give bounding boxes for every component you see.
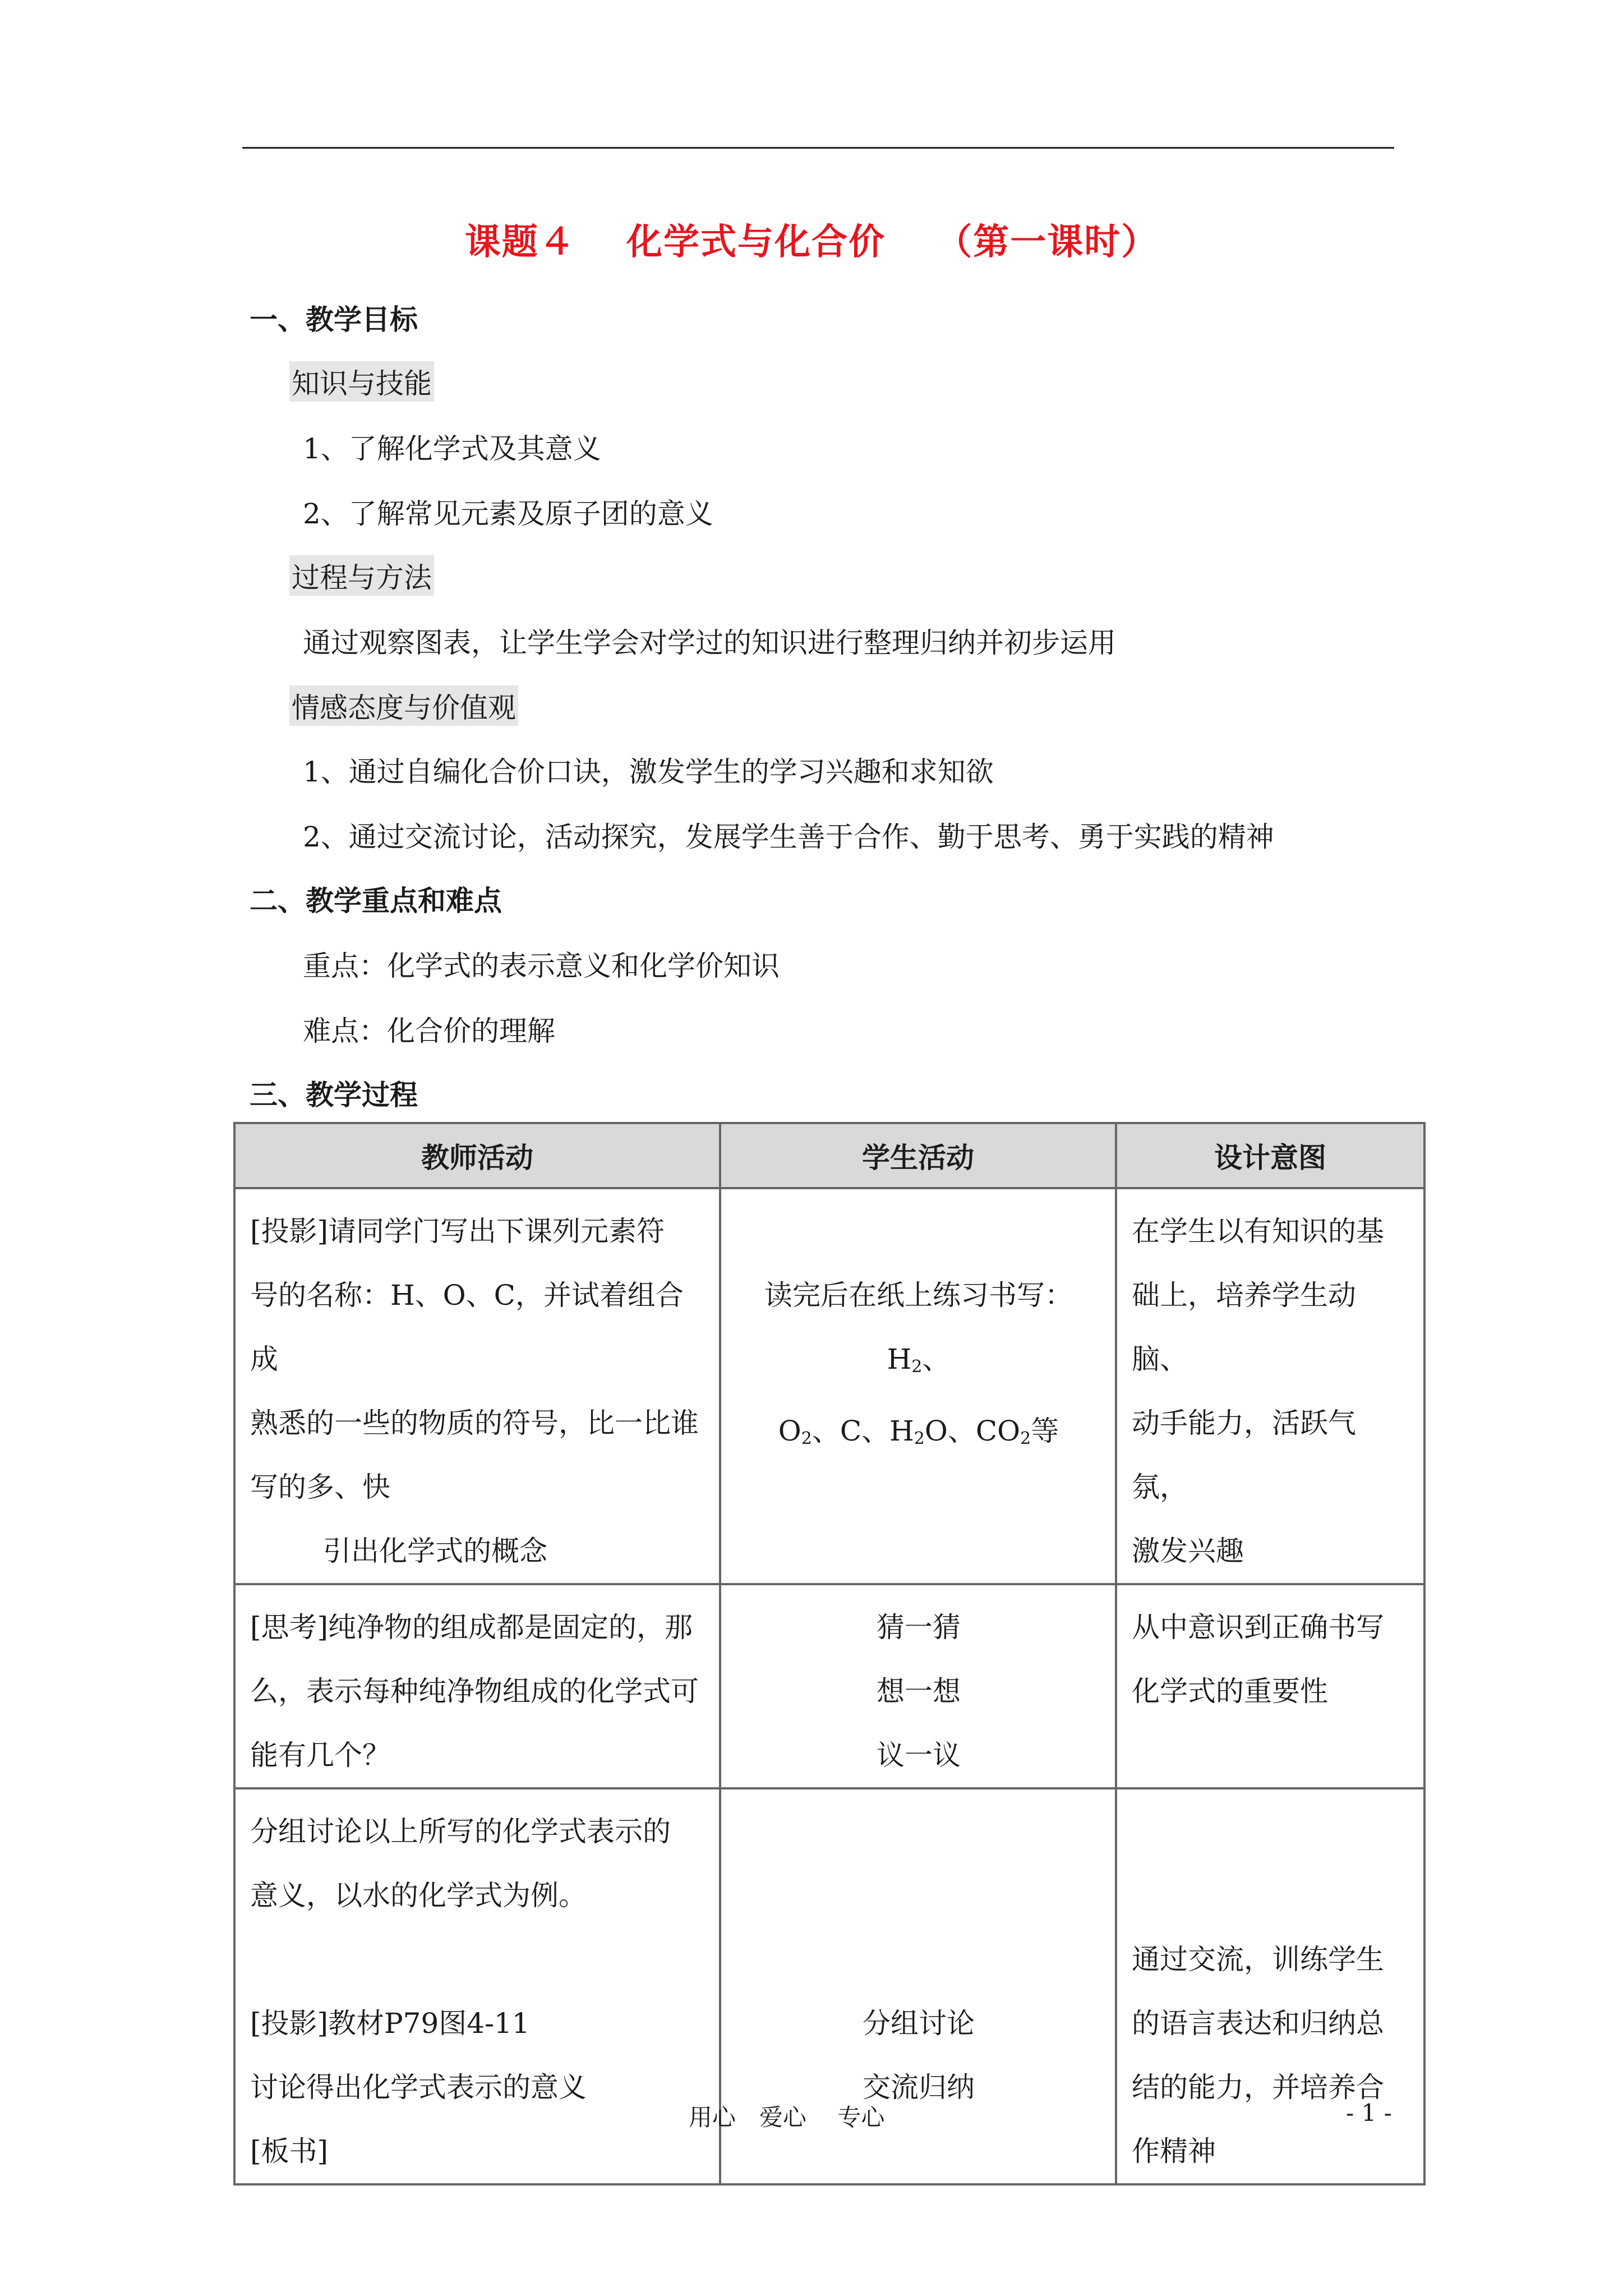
section-heading-key-points: 二、教学重点和难点: [250, 884, 502, 917]
cell-line: $O_2$、C、$H_2O$、$CO_2$等: [778, 1415, 1059, 1448]
cell-line: 作精神: [1132, 2135, 1216, 2168]
cell-line: 激发兴趣: [1132, 1535, 1244, 1567]
cell-line: 能有几个？: [250, 1739, 390, 1772]
cell-line: 交流归纳: [863, 2071, 975, 2104]
page-number: - 1 -: [1346, 2099, 1392, 2127]
header-design: 设计意图: [1116, 1123, 1424, 1188]
process-text: 通过观察图表，让学生学会对学过的知识进行整理归纳并初步运用: [303, 627, 1116, 659]
focus-text: 重点：化学式的表示意义和化学价知识: [303, 950, 780, 982]
formula-text: 、C、H: [811, 1415, 914, 1447]
goal-label-process: 过程与方法: [289, 555, 434, 596]
table-row: [234, 1188, 1424, 1584]
emotion-item-1: 1、通过自编化合价口诀，激发学生的学习兴趣和求知欲: [303, 756, 994, 788]
table-row: [234, 1584, 1424, 1788]
section-heading-process: 三、教学过程: [250, 1078, 418, 1111]
teacher-cell: [234, 1788, 720, 2184]
goal-label-knowledge: 知识与技能: [289, 361, 434, 402]
cell-line: 意义，以水的化学式为例。: [250, 1879, 587, 1912]
cell-line: 引出化学式的概念: [323, 1535, 547, 1567]
cell-line: 通过交流，训练学生: [1132, 1943, 1384, 1976]
design-cell: [1116, 1188, 1424, 1584]
cell-line: [思考]纯净物的组成都是固定的，那: [250, 1611, 693, 1644]
cell-line: [板书]: [250, 2135, 329, 2168]
emotion-item-2: 2、通过交流讨论，活动探究，发展学生善于合作、勤于思考、勇于实践的精神: [303, 821, 1274, 853]
cell-line: 分组讨论: [863, 2007, 975, 2040]
formula-text: 等: [1031, 1415, 1059, 1447]
cell-line: 熟悉的一些的物质的符号，比一比谁: [250, 1407, 699, 1439]
cell-line: 么，表示每种纯净物组成的化学式可: [250, 1675, 699, 1708]
cell-line: 猜一猜: [877, 1611, 961, 1644]
cell-line: 写的多、快: [250, 1471, 390, 1503]
cell-line: 化学式的重要性: [1132, 1675, 1328, 1708]
student-cell: [720, 1188, 1116, 1584]
cell-line: 读完后在纸上练习书写：$H_2$、: [764, 1279, 1073, 1377]
cell-line: [投影]请同学门写出下课列元素符: [250, 1215, 665, 1248]
header-rule: [242, 147, 1394, 149]
student-cell: [720, 1584, 1116, 1788]
cell-line: 分组讨论以上所写的化学式表示的: [250, 1815, 671, 1848]
footer-motto: 用心 爱心 专心: [689, 2104, 885, 2131]
teacher-cell: [234, 1188, 720, 1584]
cell-line: 的语言表达和归纳总: [1132, 2007, 1384, 2040]
cell-line: 在学生以有知识的基: [1132, 1215, 1384, 1248]
teacher-cell: [234, 1584, 720, 1788]
header-student: 学生活动: [720, 1123, 1116, 1188]
goal-label-emotion: 情感态度与价值观: [289, 685, 518, 726]
cell-line: 讨论得出化学式表示的意义: [250, 2071, 587, 2104]
cell-line: 从中意识到正确书写: [1132, 1611, 1384, 1644]
header-teacher: 教师活动: [234, 1123, 720, 1188]
cell-line: 础上，培养学生动脑、: [1132, 1279, 1356, 1375]
section-heading-goals: 一、教学目标: [250, 303, 418, 336]
knowledge-item-1: 1、了解化学式及其意义: [303, 432, 601, 465]
formula-text: O: [778, 1415, 801, 1447]
knowledge-item-2: 2、了解常见元素及原子团的意义: [303, 498, 713, 530]
cell-line: 号的名称：H、O、C，并试着组合成: [250, 1279, 684, 1375]
teaching-process-table: [233, 1122, 1426, 2185]
design-cell: [1116, 1584, 1424, 1788]
page-title: 课题４ 化学式与化合价 （第一课时）: [464, 221, 1159, 263]
formula-text: 读完后在纸上练习书写：H: [764, 1279, 1073, 1375]
cell-line: 结的能力，并培养合: [1132, 2071, 1384, 2104]
formula-text: O、CO: [924, 1415, 1021, 1447]
formula-text: 、: [922, 1343, 951, 1375]
table-header-row: [234, 1123, 1424, 1188]
cell-line: 议一议: [877, 1739, 961, 1772]
cell-line: 想一想: [877, 1675, 961, 1708]
difficulty-text: 难点：化合价的理解: [303, 1015, 555, 1047]
cell-line: 动手能力，活跃气氛，: [1132, 1407, 1356, 1503]
cell-line: [投影]教材P79图4-11: [250, 2007, 530, 2040]
